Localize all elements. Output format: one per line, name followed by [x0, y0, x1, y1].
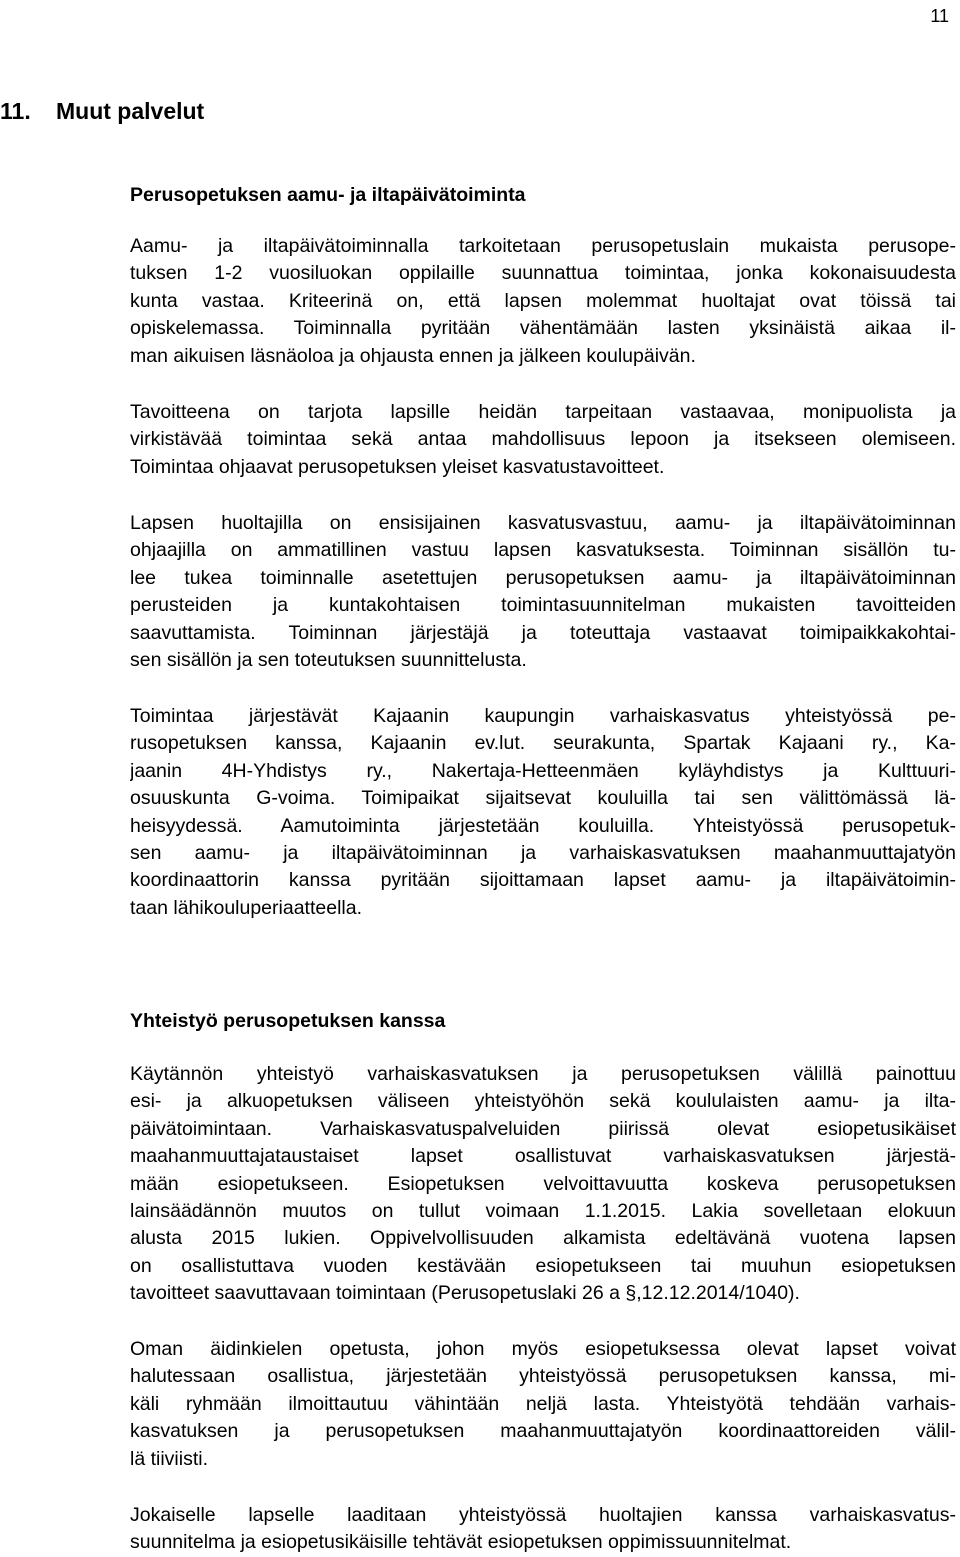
- text-line: halutessaan osallistua, järjestetään yhteistyössä perusopetuksen kanssa, mi-: [130, 1365, 956, 1388]
- text-line: Lapsen huoltajilla on ensisijainen kasvatusvastuu, aamu- ja iltapäivätoiminnan: [130, 512, 956, 534]
- text-line: rusopetuksen kanssa, Kajaanin ev.lut. seurakunta, Spartak Kajaani ry., Ka-: [130, 732, 956, 755]
- text-line: on osallistuttava vuoden kestävään esiopetukseen tai muuhun esiopetuksen: [130, 1254, 956, 1277]
- text-line: saavuttamista. Toiminnan järjestäjä ja toteuttaja vastaavat toimipaikkakohtai-: [130, 621, 956, 644]
- text-line: maahanmuuttajataustaiset lapset osallistuvat varhaiskasvatuksen järjestä-: [130, 1145, 956, 1168]
- page-number: 11: [930, 6, 949, 26]
- text-line: tavoitteet saavuttavaan toimintaan (Perusopetuslaki 26 a §,12.12.2014/1040).: [130, 1282, 800, 1305]
- text-line: Toimintaa ohjaavat perusopetuksen yleiset kasvatustavoitteet.: [130, 455, 665, 478]
- text-line: virkistävää toimintaa sekä antaa mahdollisuus lepoon ja itsekseen olemiseen.: [130, 428, 956, 451]
- section-heading: Yhteistyö perusopetuksen kanssa: [130, 1010, 446, 1032]
- paragraph: [130, 1061, 956, 1308]
- section-heading: Perusopetuksen aamu- ja iltapäivätoiminta: [130, 184, 526, 206]
- text-line: mään esiopetukseen. Esiopetuksen velvoittavuutta koskeva perusopetuksen: [130, 1172, 956, 1195]
- text-line: lä tiiviisti.: [130, 1447, 209, 1470]
- text-line: Toimintaa järjestävät Kajaanin kaupungin varhaiskasvatus yhteistyössä pe-: [130, 705, 956, 727]
- text-line: esi- ja alkuopetuksen väliseen yhteistyöhön sekä koululaisten aamu- ja ilta-: [130, 1090, 956, 1113]
- text-line: Tavoitteena on tarjota lapsille heidän tarpeitaan vastaavaa, monipuolista ja: [130, 401, 956, 423]
- text-line: Aamu- ja iltapäivätoiminnalla tarkoitetaan perusopetuslain mukaista perusope-: [130, 235, 956, 257]
- paragraph: [130, 233, 956, 370]
- text-line: ohjaajilla on ammatillinen vastuu lapsen kasvatuksesta. Toiminnan sisällön tu-: [130, 539, 956, 562]
- text-line: tuksen 1-2 vuosiluokan oppilaille suunnattua toimintaa, jonka kokonaisuudesta: [130, 262, 956, 285]
- text-line: käli ryhmään ilmoittautuu vähintään neljä lasta. Yhteistyötä tehdään varhais-: [130, 1392, 956, 1415]
- text-line: osuuskunta G-voima. Toimipaikat sijaitsevat kouluilla tai sen välittömässä lä-: [130, 787, 956, 810]
- text-line: perusteiden ja kuntakohtaisen toimintasuunnitelman mukaisten tavoitteiden: [130, 594, 956, 617]
- text-line: alusta 2015 lukien. Oppivelvollisuuden alkamista edeltävänä vuotena lapsen: [130, 1227, 956, 1250]
- chapter-number: 11.: [0, 98, 31, 124]
- paragraph: [130, 510, 956, 674]
- text-line: päivätoimintaan. Varhaiskasvatuspalveluiden piirissä olevat esiopetusikäiset: [130, 1117, 956, 1140]
- text-line: man aikuisen läsnäoloa ja ohjausta ennen ja jälkeen koulupäivän.: [130, 344, 696, 367]
- text-line: Käytännön yhteistyö varhaiskasvatuksen ja perusopetuksen välillä painottuu: [130, 1063, 956, 1085]
- text-line: taan lähikouluperiaatteella.: [130, 896, 363, 919]
- text-line: sen aamu- ja iltapäivätoiminnan ja varhaiskasvatuksen maahanmuuttajatyön: [130, 842, 956, 865]
- text-line: opiskelemassa. Toiminnalla pyritään vähentämään lasten yksinäistä aikaa il-: [130, 317, 956, 340]
- text-line: suunnitelma ja esiopetusikäisille tehtävät esiopetuksen oppimissuunnitelmat.: [130, 1531, 792, 1554]
- text-line: heisyydessä. Aamutoiminta järjestetään kouluilla. Yhteistyössä perusopetuk-: [130, 814, 956, 837]
- text-line: lee tukea toiminnalle asetettujen perusopetuksen aamu- ja iltapäivätoiminnan: [130, 566, 956, 589]
- text-line: Jokaiselle lapselle laaditaan yhteistyössä huoltajien kanssa varhaiskasvatus-: [130, 1504, 956, 1526]
- text-line: sen sisällön ja sen toteutuksen suunnittelusta.: [130, 649, 527, 672]
- paragraph: [130, 1502, 956, 1557]
- text-line: kunta vastaa. Kriteerinä on, että lapsen molemmat huoltajat ovat töissä tai: [130, 289, 956, 312]
- chapter-title-text: Muut palvelut: [56, 98, 205, 124]
- chapter-title: [0, 96, 204, 126]
- text-line: lainsäädännön muutos on tullut voimaan 1.1.2015. Lakia sovelletaan elokuun: [130, 1200, 956, 1223]
- text-line: kasvatuksen ja perusopetuksen maahanmuuttajatyön koordinaattoreiden välil-: [130, 1420, 956, 1443]
- paragraph: [130, 399, 956, 481]
- text-line: Oman äidinkielen opetusta, johon myös esiopetuksessa olevat lapset voivat: [130, 1338, 956, 1360]
- text-line: koordinaattorin kanssa pyritään sijoittamaan lapset aamu- ja iltapäivätoimin-: [130, 869, 956, 892]
- text-line: jaanin 4H-Yhdistys ry., Nakertaja-Hetteenmäen kyläyhdistys ja Kulttuuri-: [130, 759, 956, 782]
- paragraph: [130, 1336, 956, 1473]
- paragraph: [130, 703, 956, 922]
